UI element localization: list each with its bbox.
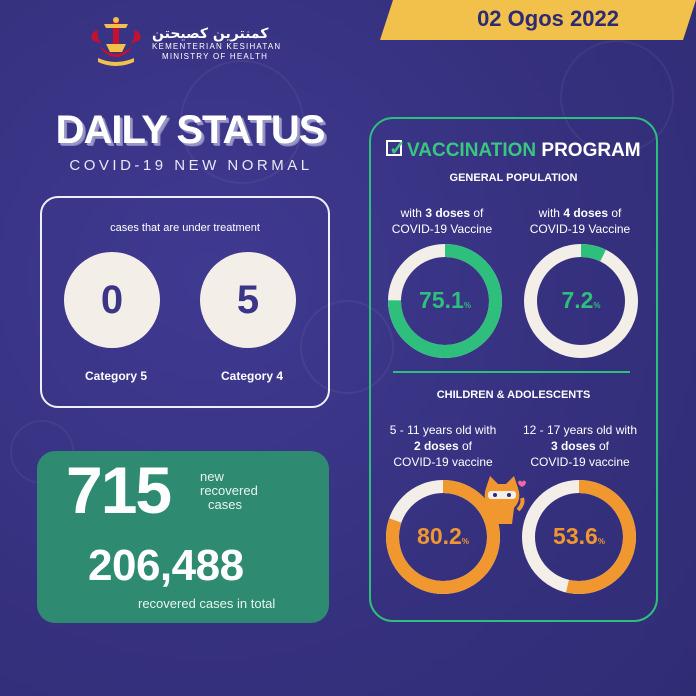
vaccination-title-rest: PROGRAM: [541, 140, 641, 161]
total-recovered-label: recovered cases in total: [138, 596, 276, 611]
ring-percentage-unit: %: [461, 537, 469, 546]
checkmark-icon: ✓: [389, 138, 406, 160]
general-population-heading: GENERAL POPULATION: [449, 172, 578, 184]
ring-description: [373, 422, 513, 470]
ring-desc-pre: with: [400, 206, 426, 220]
ring-percentage: [390, 287, 500, 314]
crest-icon: [86, 14, 146, 72]
treatment-label: cases that are under treatment: [110, 222, 260, 234]
category-4-label: Category 4: [220, 369, 284, 383]
ministry-name-jawi: كمنترين كصيحتن: [152, 26, 269, 42]
ring-desc-bold: 3 doses: [425, 206, 471, 220]
page-title: DAILY STATUS: [55, 108, 325, 152]
vaccination-title: [407, 140, 641, 162]
section-divider: [393, 371, 630, 373]
ring-desc-post: of: [595, 439, 610, 453]
ring-percentage-value: 75.1: [419, 287, 464, 313]
date-text: 02 Ogos 2022: [477, 6, 619, 31]
ring-desc-line2: COVID-19 Vaccine: [529, 222, 631, 236]
total-recovered-count: 206,488: [88, 541, 244, 590]
ring-percentage-value: 7.2: [561, 287, 594, 313]
ring-desc-line2: COVID-19 Vaccine: [391, 222, 493, 236]
ministry-name: [152, 26, 281, 62]
ring-desc-bold: 3 doses: [550, 439, 596, 453]
ring-desc-bold: 2 doses: [413, 439, 459, 453]
ring-percentage: [526, 287, 636, 314]
ring-percentage-value: 53.6: [553, 523, 598, 549]
category-4-value: 5: [200, 252, 296, 348]
new-recovered-label-line3: cases: [208, 497, 242, 512]
ring-desc-pre: 5 - 11 years old with: [389, 423, 497, 437]
ring-description: [510, 205, 650, 237]
ring-desc-line2: COVID-19 vaccine: [530, 455, 630, 469]
cat-mascot-icon: [478, 474, 526, 526]
ring-desc-post: of: [458, 439, 473, 453]
ring-desc-pre: with: [538, 206, 564, 220]
category-5-value: 0: [64, 252, 160, 348]
ring-desc-line2: COVID-19 vaccine: [393, 455, 493, 469]
ring-percentage-value: 80.2: [417, 523, 462, 549]
children-adolescents-heading: CHILDREN & ADOLESCENTS: [436, 389, 591, 401]
new-recovered-label: [200, 470, 258, 512]
ring-desc-pre: 12 - 17 years old with: [522, 423, 638, 437]
ministry-name-english: MINISTRY OF HEALTH: [162, 52, 269, 61]
category-5-label: Category 5: [84, 369, 148, 383]
ring-percentage-unit: %: [597, 537, 605, 546]
new-recovered-count: 715: [66, 453, 171, 527]
new-recovered-label-line1: new: [200, 469, 224, 484]
ring-desc-bold: 4 doses: [563, 206, 609, 220]
new-recovered-label-line2: recovered: [200, 483, 258, 498]
ring-description: [510, 422, 650, 470]
ring-description: [372, 205, 512, 237]
ring-percentage-unit: %: [593, 301, 601, 310]
ministry-name-malay: KEMENTERIAN KESIHATAN: [152, 42, 282, 51]
page-subtitle: COVID-19 NEW NORMAL: [69, 157, 313, 174]
ring-percentage: [388, 523, 498, 550]
ring-desc-post: of: [470, 206, 484, 220]
ring-desc-post: of: [608, 206, 622, 220]
ring-percentage-unit: %: [463, 301, 471, 310]
ring-percentage: [524, 523, 634, 550]
vaccination-title-word: VACCINATION: [407, 140, 537, 161]
